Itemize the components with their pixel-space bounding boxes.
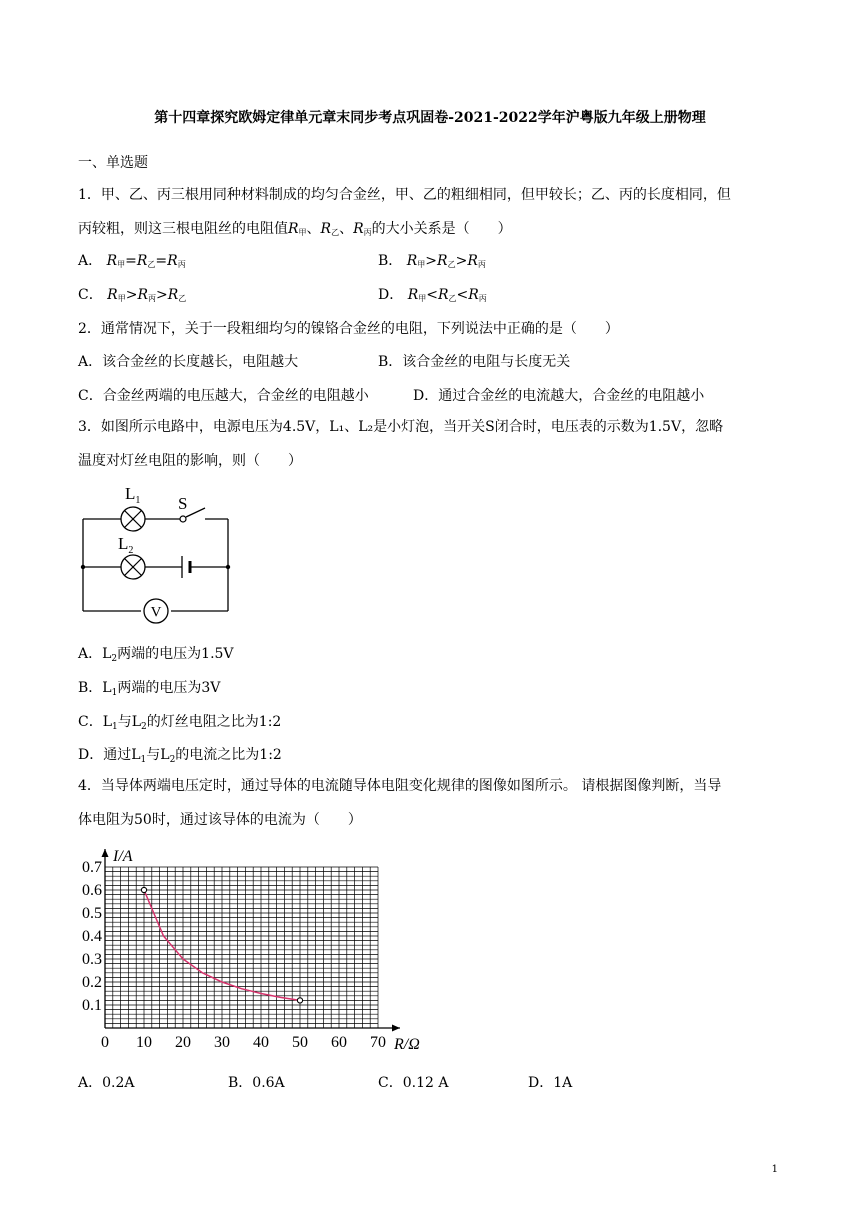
question-2-stem: 2．通常情况下，关于一段粗细均匀的镍铬合金丝的电阻，下列说法中正确的是（ ） — [78, 321, 619, 337]
chart-data-point — [297, 998, 302, 1003]
chart-tick-labels — [82, 859, 386, 1051]
svg-text:V: V — [150, 604, 162, 621]
q2-option-a: A．该合金丝的长度越长，电阻越大 — [78, 354, 299, 370]
page-title: 第十四章探究欧姆定律单元章末同步考点巩固卷-2021-2022学年沪粤版九年级上册物理 — [154, 110, 706, 126]
chart-x-axis-label: R/Ω — [394, 1036, 420, 1053]
q4-option-b: B．0.6A — [228, 1075, 285, 1091]
chart-x-tick-label: 30 — [214, 1034, 230, 1051]
q4-option-d: D．1A — [528, 1075, 573, 1091]
q2-option-c: C．合金丝两端的电压越大，合金丝的电阻越小 — [78, 388, 369, 404]
chart-y-tick-label: 0.6 — [82, 882, 102, 899]
q1-line2: 丙较粗，则这三根电阻丝的电阻值$R_甲$、$R_乙$、$R_丙$的大小关系是（ ） — [78, 221, 512, 237]
q4-option-a: A．0.2A — [78, 1075, 135, 1091]
q1-option-b: B． $R_甲>R_乙>R_丙$ — [378, 253, 486, 269]
q1-line1: 1．甲、乙、丙三根用同种材料制成的均匀合金丝，甲、乙的粗细相同，但甲较长；乙、丙的长度相同，但 — [78, 187, 731, 203]
chart-x-tick-label: 70 — [370, 1034, 386, 1051]
chart-x-tick-label: 50 — [292, 1034, 308, 1051]
section-heading: 一、单选题 — [78, 155, 148, 171]
q3-option-a: A．$L_2$两端的电压为1.5V — [78, 646, 234, 664]
q3-option-c: C．$L_1$与$L_2$的灯丝电阻之比为1:2 — [78, 714, 282, 732]
voltmeter-icon — [144, 599, 168, 623]
question-3 — [78, 410, 788, 478]
label-l2: $L_2$ — [118, 534, 134, 556]
question-4 — [78, 769, 788, 837]
q4-line2: 体电阻为50时，通过该导体的电流为（ ） — [78, 812, 362, 828]
chart-x-tick-label: 0 — [101, 1034, 109, 1051]
label-s: S — [178, 494, 188, 513]
chart-y-tick-label: 0.3 — [82, 951, 102, 968]
q1-option-c: C． $R_甲>R_丙>R_乙$ — [78, 287, 187, 303]
circuit-diagram — [78, 478, 238, 624]
q4-line1: 4．当导体两端电压定时，通过导体的电流随导体电阻变化规律的图像如图所示。 请根据图像判断，当导 — [78, 778, 722, 794]
q3-option-d: D．通过$L_1$与$L_2$的电流之比为1:2 — [78, 747, 282, 765]
q1-option-a: A． $R_甲=R_乙=R_丙$ — [78, 253, 186, 269]
q1-option-d: D． $R_甲<R_乙<R_丙$ — [378, 287, 487, 303]
battery-icon — [182, 556, 190, 578]
chart-y-tick-label: 0.4 — [82, 928, 102, 945]
chart-y-arrow-icon — [102, 849, 109, 857]
chart-y-tick-label: 0.5 — [82, 905, 102, 922]
chart-x-tick-label: 20 — [175, 1034, 191, 1051]
q3-line1: 3．如图所示电路中，电源电压为4.5V，L₁、L₂是小灯泡，当开关S闭合时，电压表的示数为1.5V，忽略 — [78, 419, 724, 435]
current-resistance-chart — [72, 840, 432, 1060]
q3-option-b: B．$L_1$两端的电压为3V — [78, 680, 221, 698]
question-1 — [78, 178, 788, 250]
chart-x-arrow-icon — [392, 1025, 400, 1032]
lamp-l1-icon — [121, 507, 145, 531]
switch-contact-icon — [180, 516, 186, 522]
lamp-l2-icon — [121, 555, 145, 579]
q2-option-b: B．该合金丝的电阻与长度无关 — [378, 354, 571, 370]
chart-x-tick-label: 40 — [253, 1034, 269, 1051]
chart-y-tick-label: 0.2 — [82, 974, 102, 991]
chart-y-tick-label: 0.7 — [82, 859, 102, 876]
chart-x-tick-label: 10 — [136, 1034, 152, 1051]
chart-y-tick-label: 0.1 — [82, 997, 102, 1014]
q4-option-c: C．0.12 A — [378, 1075, 449, 1091]
page-number: 1 — [771, 1164, 778, 1175]
chart-y-axis-label: I/A — [113, 848, 133, 865]
label-l1: $L_1$ — [125, 484, 141, 506]
junction-dot-left — [81, 565, 85, 569]
q3-line2: 温度对灯丝电阻的影响，则（ ） — [78, 453, 302, 469]
q2-option-d: D．通过合金丝的电流越大，合金丝的电阻越小 — [413, 388, 705, 404]
chart-x-tick-label: 60 — [331, 1034, 347, 1051]
chart-data-point — [141, 887, 146, 892]
junction-dot-right — [226, 565, 230, 569]
